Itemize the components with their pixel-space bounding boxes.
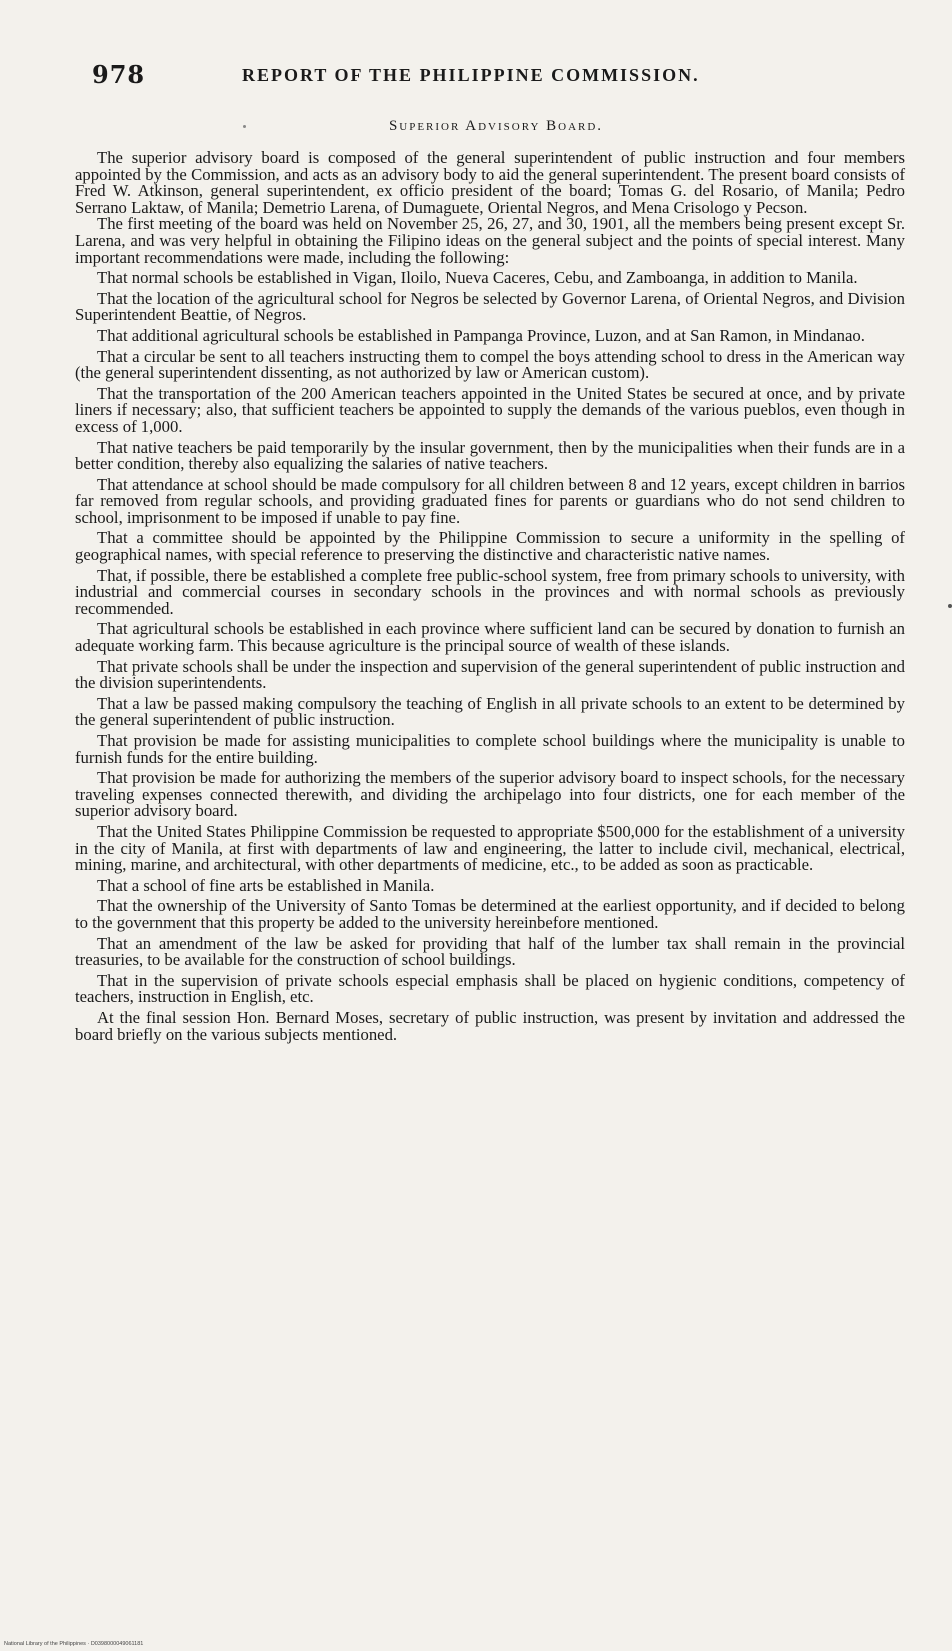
recommendation-dress-circular: That a circular be sent to all teachers instructing them to compel the boys attending school to dress in the American way (the general superintendent dissenting, as not authorized by law or American custom).	[75, 346, 905, 383]
recommendation-english-teaching: That a law be passed making compulsory the teaching of English in all private schools to an extent to be determined by the general superintendent of public instruction.	[75, 693, 905, 730]
page-number: 978	[92, 60, 146, 89]
recommendation-native-teachers: That native teachers be paid temporarily by the insular government, then by the municipalities when their funds are in a better condition, thereby also equalizing the salaries of native teachers.	[75, 437, 905, 474]
recommendation-fine-arts: That a school of fine arts be established in Manila.	[97, 875, 435, 895]
paragraph-first-meeting: The first meeting of the board was held on November 25, 26, 27, and 30, 1901, all the members being present except Sr. Larena, and was very helpful in obtaining the Filipino ideas on the general subject and the points of special interest. Many important recommendations were made, including the following:	[75, 214, 905, 267]
scan-speck	[948, 604, 952, 608]
section-title: Superior Advisory Board.	[388, 118, 604, 134]
recommendation-teacher-transport: That the transportation of the 200 American teachers appointed in the United States be secured at once, and by private liners if necessary; also, that sufficient teachers be appointed to supply the demands of the various pueblos, even though in excess of 1,000.	[75, 383, 905, 436]
recommendation-university: That the United States Philippine Commission be requested to appropriate $500,000 for the establishment of a university in the city of Manila, at first with departments of law and engineering, the latter to include civil, mechanical, electrical, mining, marine, and architectural, with other departments of medicine, etc., to be added as soon as practicable.	[75, 821, 905, 875]
recommendation-lumber-tax: That an amendment of the law be asked for providing that half of the lumber tax shall remain in the provincial treasuries, to be available for the construction of school buildings.	[75, 933, 905, 970]
scan-speck	[243, 125, 246, 128]
recommendation-board-inspection: That provision be made for authorizing the members of the superior advisory board to inspect schools, for the necessary traveling expenses connected therewith, and dividing the archipelago into four districts, one for each member of the superior advisory board.	[75, 768, 905, 821]
recommendation-santo-tomas: That the ownership of the University of Santo Tomas be determined at the earliest opportunity, and if decided to belong to the government that this property be added to the university hereinbefore mentioned.	[75, 896, 905, 932]
recommendation-compulsory-attendance: That attendance at school should be made compulsory for all children between 8 and 12 years, except children in barrios far removed from regular schools, and providing graduated fines for parents or guardians who do not send children to school, imprisonment to be imposed if unable to pay fine.	[75, 474, 905, 527]
recommendation-geographical-names: That a committee should be appointed by the Philippine Commission to secure a uniformity in the spelling of geographical names, with special reference to preserving the distinctive and characteristic native names.	[75, 528, 905, 565]
recommendation-agricultural-schools: That additional agricultural schools be established in Pampanga Province, Luzon, and at San Ramon, in Mindanao.	[97, 325, 865, 345]
recommendation-private-school-inspection: That private schools shall be under the inspection and supervision of the general superintendent of public instruction and the division superintendents.	[75, 656, 905, 693]
paragraph-intro: The superior advisory board is composed of the general superintendent of public instruction and four members appointed by the Commission, and acts as an advisory body to aid the general superintendent. The present board consists of Fred W. Atkinson, general superintendent, ex officio president of the board; Tomas G. del Rosario, of Manila; Pedro Serrano Laktaw, of Manila; Demetrio Larena, of Dumaguete, Oriental Negros, and Mena Crisologo y Pecson.	[75, 148, 905, 217]
recommendation-free-school-system: That, if possible, there be established a complete free public-school system, free from primary schools to university, with industrial and commercial courses in secondary schools in the provinces and with normal schools as previously recommended.	[75, 565, 905, 618]
scan-credit: National Library of the Philippines · D0398000049061181	[4, 1641, 144, 1647]
recommendation-negros-school: That the location of the agricultural school for Negros be selected by Governor Larena, of Oriental Negros, and Division Superintendent Beattie, of Negros.	[75, 288, 905, 325]
paragraph-final-session: At the final session Hon. Bernard Moses, secretary of public instruction, was present by invitation and addressed the board briefly on the various subjects mentioned.	[75, 1007, 905, 1044]
running-head: REPORT OF THE PHILIPPINE COMMISSION.	[242, 65, 700, 85]
recommendation-normal-schools: That normal schools be established in Vigan, Iloilo, Nueva Caceres, Cebu, and Zamboanga, in addition to Manila.	[97, 268, 858, 288]
page-header	[92, 60, 912, 90]
recommendation-agricultural-farms: That agricultural schools be established in each province where sufficient land can be secured by donation to furnish an adequate working farm. This because agriculture is the principal source of wealth of these islands.	[75, 619, 905, 656]
recommendation-private-school-supervision: That in the supervision of private schools especial emphasis shall be placed on hygienic conditions, competency of teachers, instruction in English, etc.	[75, 970, 905, 1007]
body-text	[75, 150, 905, 1043]
recommendation-school-buildings: That provision be made for assisting municipalities to complete school buildings where the municipality is unable to furnish funds for the entire building.	[75, 731, 905, 767]
